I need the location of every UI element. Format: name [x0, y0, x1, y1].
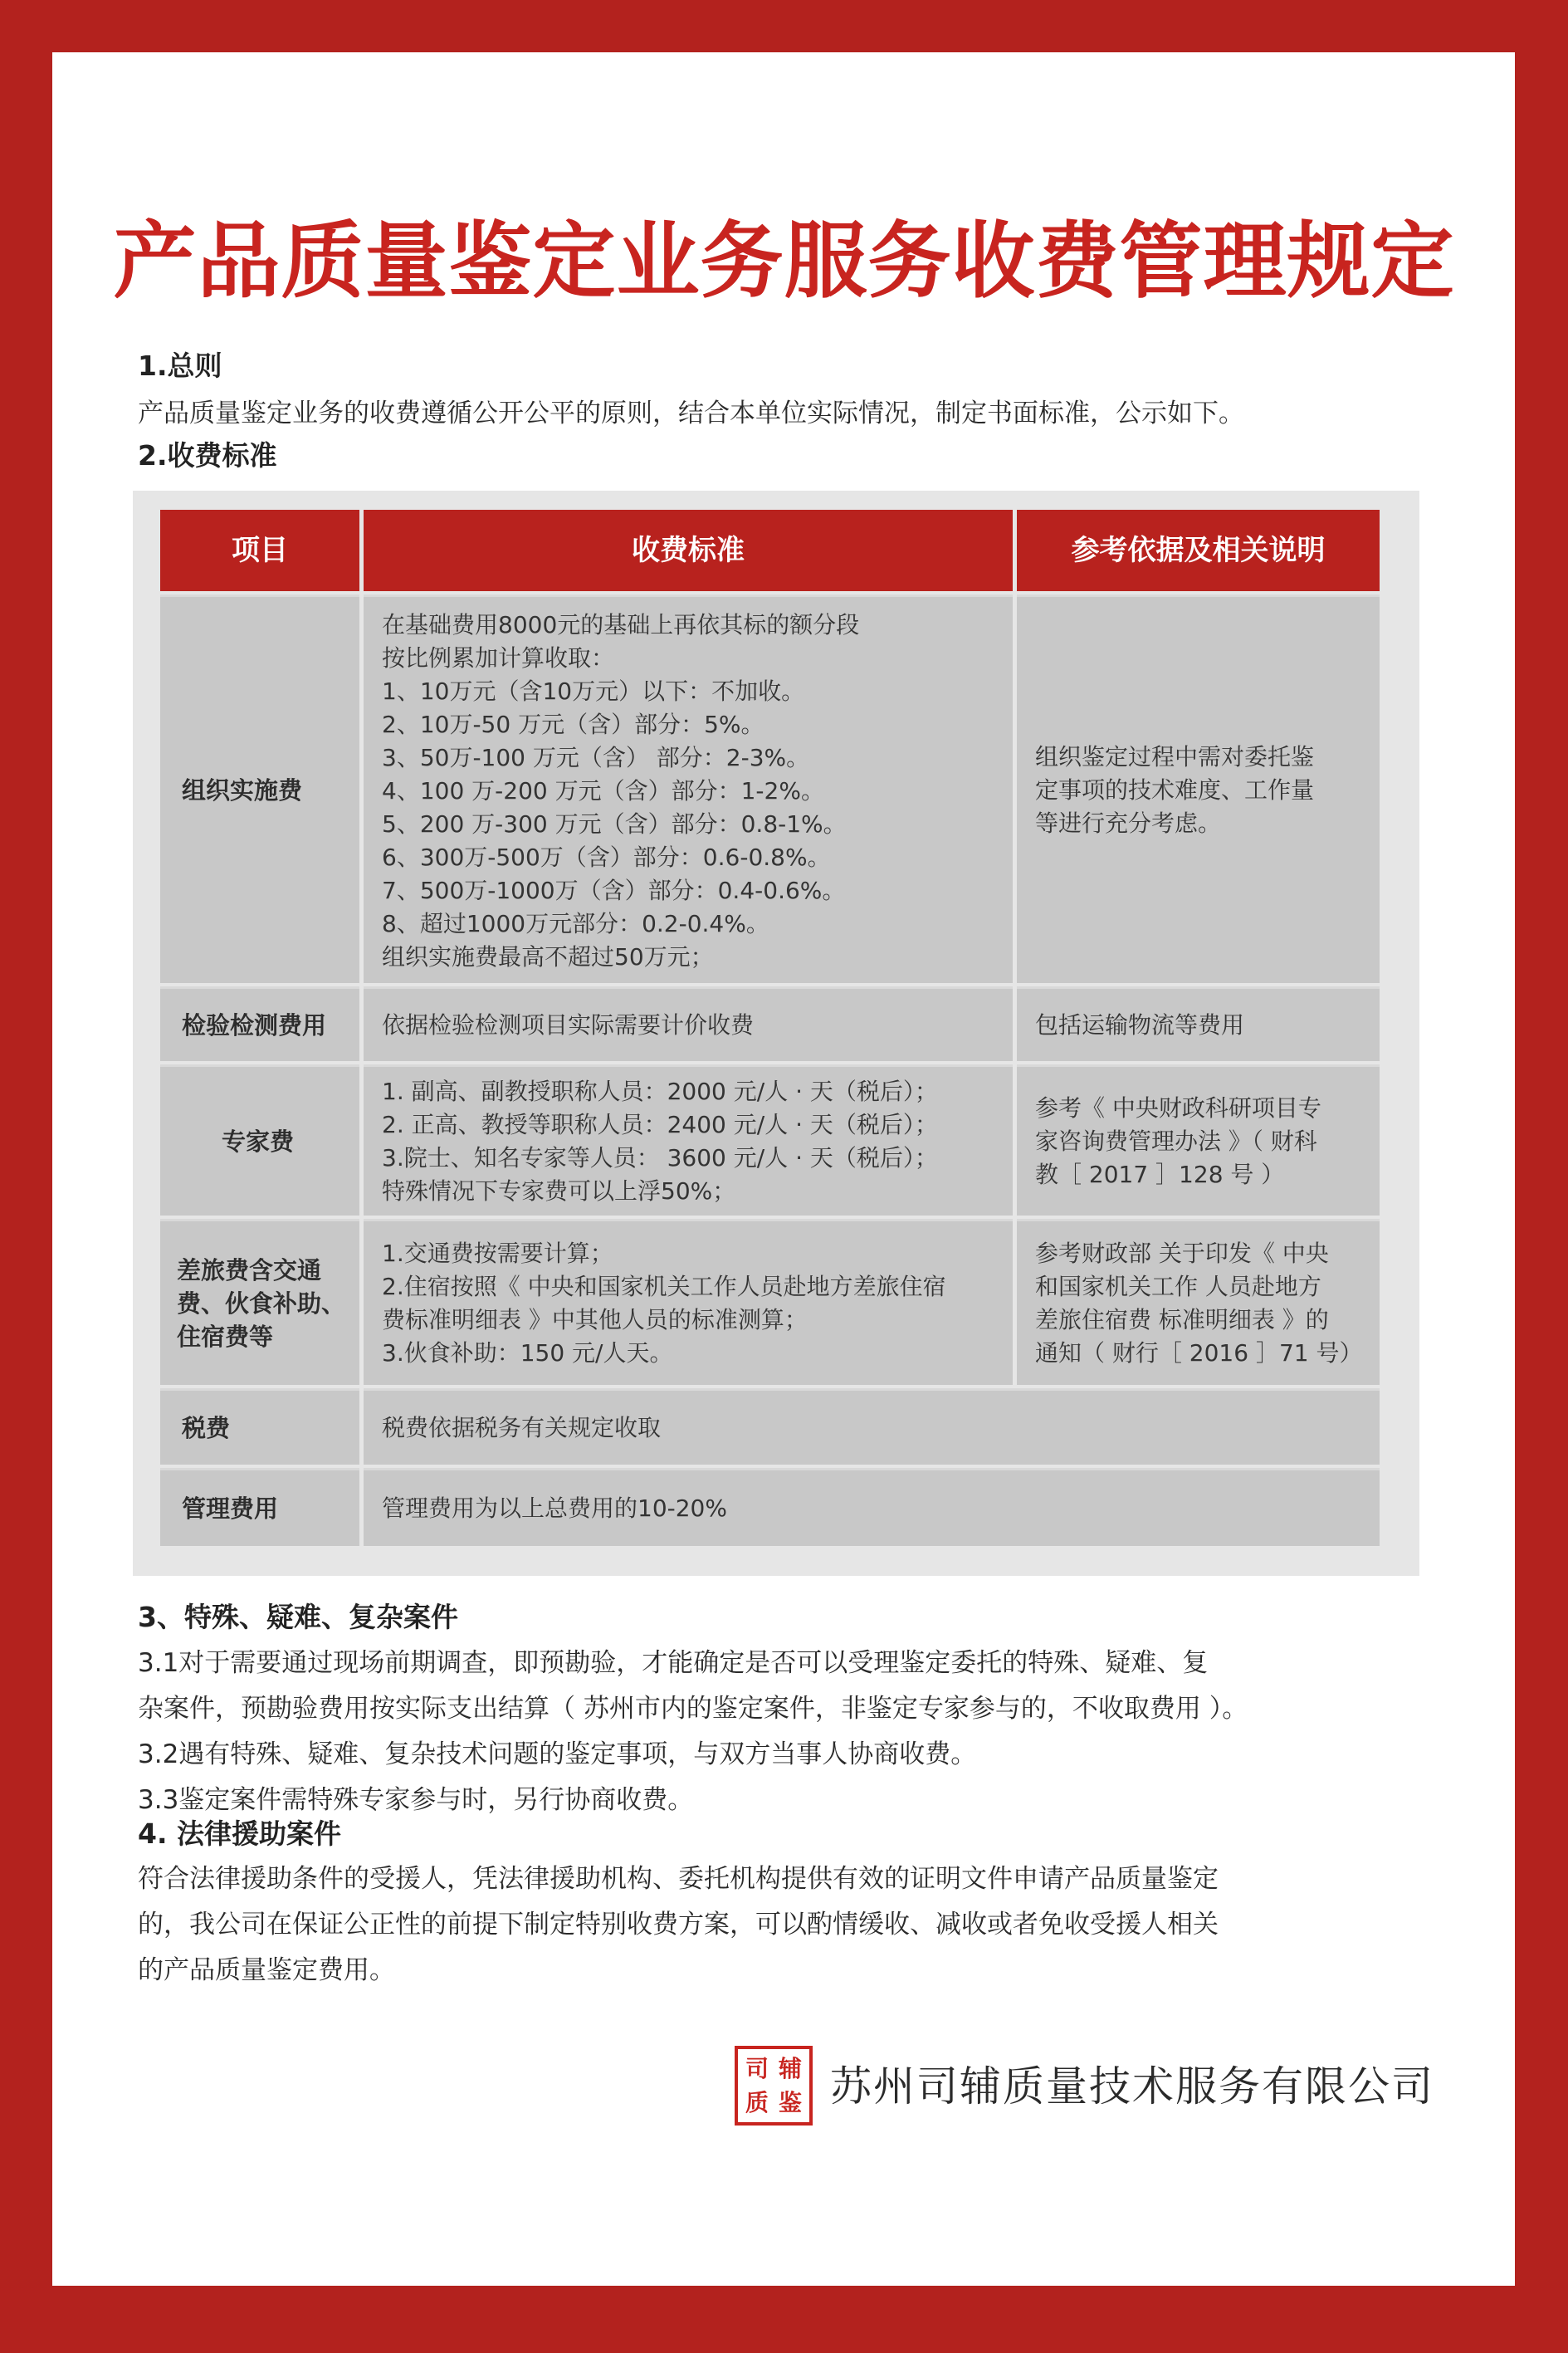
table-row-2-item: 检验检测费用 [160, 986, 359, 1061]
section4-text: 符合法律援助条件的受援人，凭法律援助机构、委托机构提供有效的证明文件申请产品质量鉴定 的，我公司在保证公正性的前提下制定特别收费方案，可以酌情缓收、减收或者免收受援人相关 的产品质量鉴定费用。 [138, 1864, 1219, 1985]
table-row-1-note: 组织鉴定过程中需对委托鉴 定事项的技术难度、工作量 等进行充分考虑。 [1017, 594, 1380, 983]
table-header-note: 参考依据及相关说明 [1017, 510, 1380, 591]
table-row-4-standard: 1.交通费按需要计算； 2.住宿按照《 中央和国家机关工作人员赴地方差旅住宿 费标准明细表 》中其他人员的标准测算； 3.伙食补助：150 元/人天。 [364, 1219, 1013, 1385]
table-row-1-item: 组织实施费 [160, 594, 359, 983]
table-header-standard: 收费标准 [364, 510, 1013, 591]
company-name: 苏州司辅质量技术服务有限公司 [830, 2062, 1434, 2111]
table-row-2-standard: 依据检验检测项目实际需要计价收费 [364, 986, 1013, 1061]
table-header-item: 项目 [160, 510, 359, 591]
section1-text: 产品质量鉴定业务的收费遵循公开公平的原则，结合本单位实际情况，制定书面标准，公示如下。 [138, 399, 1244, 428]
section2-heading: 2.收费标准 [138, 439, 277, 472]
page-title: 产品质量鉴定业务服务收费管理规定 [113, 213, 1455, 310]
table-row-6-standard: 管理费用为以上总费用的10-20% [364, 1468, 1380, 1546]
table-row-2-note: 包括运输物流等费用 [1017, 986, 1380, 1061]
table-row-4-note: 参考财政部 关于印发《 中央 和国家机关工作 人员赴地方 差旅住宿费 标准明细表 》的 通知（ 财行［ 2016 ］71 号） [1017, 1219, 1380, 1385]
section3-text: 3.1对于需要通过现场前期调查，即预勘验，才能确定是否可以受理鉴定委托的特殊、疑难、复 杂案件，预勘验费用按实际支出结算（ 苏州市内的鉴定案件，非鉴定专家参与的，不收取费用 ）。 3.2遇有特殊、疑难、复杂技术问题的鉴定事项，与双方当事人协商收费。 3.3鉴定案件需特殊专家参与时，另行协商收费。 [138, 1648, 1248, 1815]
table-row-3-item: 专家费 [160, 1064, 359, 1216]
table-row-3-standard: 1. 副高、副教授职称人员：2000 元/人 · 天（税后）； 2. 正高、教授等职称人员：2400 元/人 · 天（税后）； 3.院士、知名专家等人员： 3600 元/人 · 天（税后）； 特殊情况下专家费可以上浮50%； [364, 1064, 1013, 1216]
table-row-5-item: 税费 [160, 1388, 359, 1465]
company-seal-logo: 司 辅 质 鉴 [735, 2046, 813, 2126]
section4-heading: 4. 法律援助案件 [138, 1817, 341, 1850]
table-row-6-item: 管理费用 [160, 1468, 359, 1546]
table-row-1-standard: 在基础费用8000元的基础上再依其标的额分段 按比例累加计算收取： 1、10万元（含10万元）以下：不加收。 2、10万-50 万元（含）部分：5%。 3、50万-100 万元（含） 部分：2-3%。 4、100 万-200 万元（含）部分：1-2%。 5、200 万-300 万元（含）部分：0.8-1%。 6、300万-500万（含）部分：0.6-0.8%。 7、500万-1000万（含）部分：0.4-0.6%。 8、超过1000万元部分：0.2-0.4%。 组织实施费最高不超过50万元； [364, 594, 1013, 983]
section3-heading: 3、特殊、疑难、复杂案件 [138, 1601, 458, 1633]
table-row-4-item: 差旅费含交通 费、伙食补助、 住宿费等 [160, 1219, 359, 1385]
section1-heading: 1.总则 [138, 350, 222, 382]
table-row-5-standard: 税费依据税务有关规定收取 [364, 1388, 1380, 1465]
table-row-3-note: 参考《 中央财政科研项目专 家咨询费管理办法 》（ 财科 教［ 2017 ］128 号 ） [1017, 1064, 1380, 1216]
